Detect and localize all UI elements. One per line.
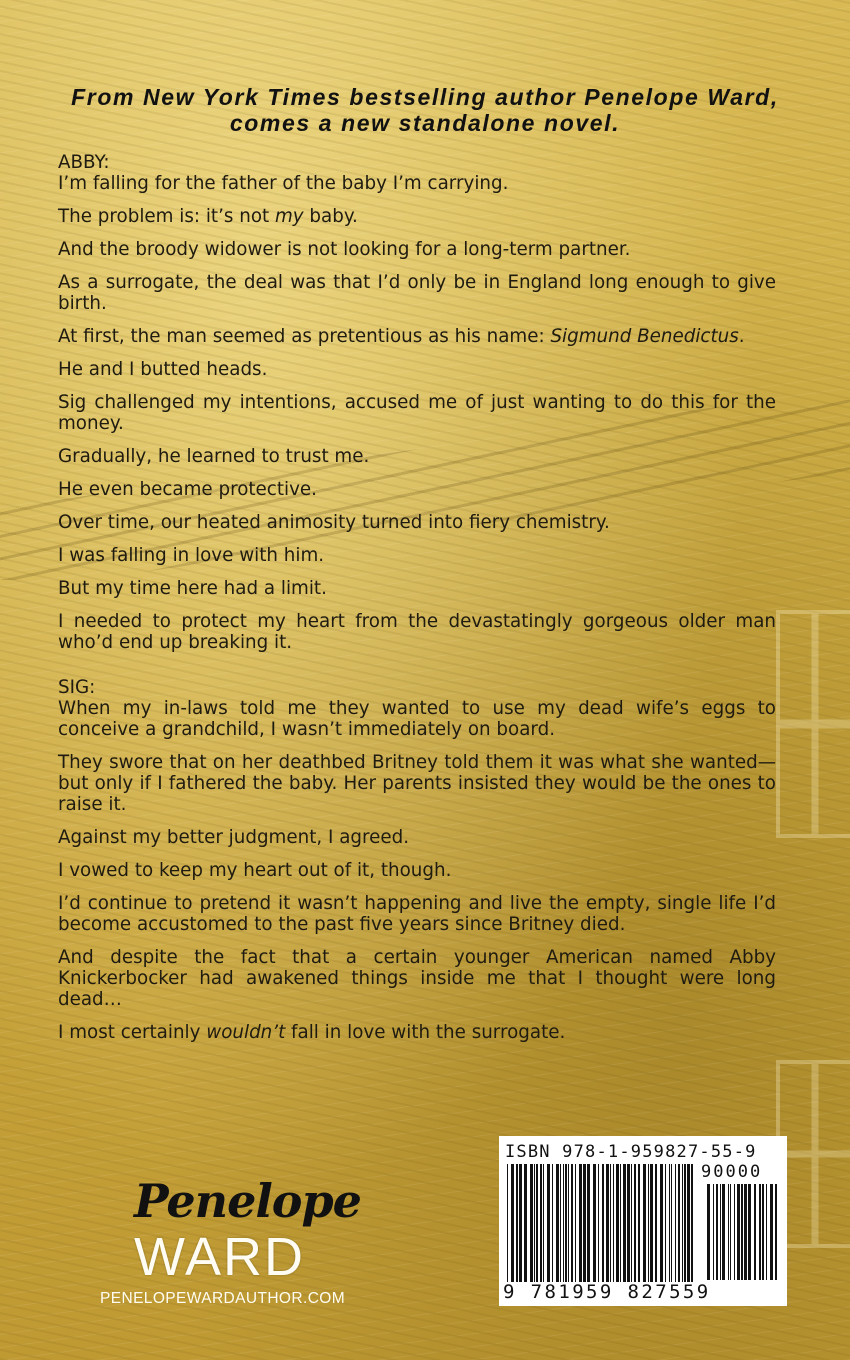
- paragraph-text: The problem is: it’s not: [58, 206, 275, 227]
- logo-word-ward: WARD: [134, 1227, 305, 1287]
- barcode-bar: [720, 1184, 721, 1280]
- sig-paragraph: [58, 893, 776, 935]
- barcode-bar: [682, 1164, 683, 1282]
- abby-paragraph: [58, 326, 776, 347]
- barcode-bar: [616, 1164, 619, 1282]
- barcode-bar: [678, 1164, 680, 1282]
- barcode-bar: [530, 1164, 533, 1282]
- paragraph-text: And the broody widower is not looking for a long-term partner.: [58, 239, 631, 260]
- barcode-bar: [613, 1164, 614, 1282]
- barcode-bar: [587, 1164, 590, 1282]
- barcode-bar: [770, 1184, 773, 1280]
- barcode-bar: [534, 1164, 535, 1282]
- paragraph-text: I was falling in love with him.: [58, 545, 325, 566]
- paragraph-text: Sig challenged my intentions, accused me of just wanting to do this for the money.: [58, 392, 776, 434]
- abby-paragraph: [58, 512, 776, 533]
- barcode-bar: [602, 1164, 604, 1282]
- abby-paragraph: [58, 239, 776, 260]
- barcode-bar: [728, 1184, 729, 1280]
- sig-paragraph: [58, 1022, 776, 1043]
- abby-paragraph: [58, 392, 776, 434]
- paragraph-text: He even became protective.: [58, 479, 317, 500]
- barcode-bar: [593, 1164, 596, 1282]
- abby-paragraph: [58, 578, 776, 599]
- barcode-bar: [560, 1164, 561, 1282]
- barcode-bar: [565, 1164, 567, 1282]
- paragraph-text: Gradually, he learned to trust me.: [58, 446, 370, 467]
- paragraph-emphasis: wouldn’t: [206, 1022, 286, 1043]
- barcode-bar: [734, 1184, 735, 1280]
- sig-paragraph: [58, 860, 776, 881]
- barcode-bar: [631, 1164, 632, 1282]
- isbn-label: ISBN 978-1-959827-55-9: [505, 1142, 757, 1162]
- barcode-bar: [691, 1164, 693, 1282]
- paragraph-text: He and I butted heads.: [58, 359, 268, 380]
- paragraph-text: But my time here had a limit.: [58, 578, 327, 599]
- barcode-bar: [766, 1184, 767, 1280]
- barcode-bar: [511, 1164, 514, 1282]
- barcode-bar: [741, 1184, 743, 1280]
- abby-paragraph: [58, 206, 776, 227]
- author-logo: [100, 1170, 375, 1310]
- barcode-main-bars: [505, 1164, 697, 1282]
- barcode-bar: [684, 1164, 686, 1282]
- barcode-bar: [516, 1164, 518, 1282]
- paragraph-text: I needed to protect my heart from the devastatingly gorgeous older man who’d end up breaking it.: [58, 611, 776, 653]
- barcode-bar: [563, 1164, 564, 1282]
- barcode-bar: [669, 1164, 670, 1282]
- sig-label: SIG:: [58, 677, 96, 698]
- abby-paragraph: [58, 479, 776, 500]
- barcode-bar: [675, 1164, 676, 1282]
- isbn-barcode-box: [499, 1136, 787, 1306]
- author-website: PENELOPEWARDAUTHOR.COM: [100, 1290, 346, 1307]
- barcode-bar: [634, 1164, 636, 1282]
- barcode-bar: [650, 1164, 653, 1282]
- barcode-bar: [571, 1164, 573, 1282]
- paragraph-text: .: [738, 326, 745, 347]
- abby-paragraph: [58, 359, 776, 380]
- paragraph-text: I vowed to keep my heart out of it, though.: [58, 860, 452, 881]
- barcode-bar: [627, 1164, 630, 1282]
- abby-label: ABBY:: [58, 152, 110, 173]
- barcode-bar: [671, 1164, 672, 1282]
- barcode-bar: [540, 1164, 542, 1282]
- background-window: [776, 610, 850, 838]
- abby-paragraph: [58, 545, 776, 566]
- author-tagline: From New York Times bestselling author Penelope Ward, comes a new standalone novel.: [71, 84, 779, 136]
- barcode-bar: [583, 1164, 586, 1282]
- logo-script-penelope: Penelope: [134, 1174, 361, 1228]
- barcode-bar: [536, 1164, 538, 1282]
- barcode-bar: [643, 1164, 646, 1282]
- barcode-bar: [556, 1164, 559, 1282]
- barcode-bar: [575, 1164, 576, 1282]
- sig-section: [58, 698, 776, 1043]
- book-blurb: [58, 152, 776, 1055]
- background-window-lower: [776, 1060, 850, 1248]
- paragraph-text: fall in love with the surrogate.: [285, 1022, 566, 1043]
- barcode-bar: [716, 1184, 718, 1280]
- barcode-bar: [598, 1164, 599, 1282]
- barcode-bar: [620, 1164, 621, 1282]
- barcode-bar: [687, 1164, 690, 1282]
- sig-paragraph: [58, 752, 776, 815]
- paragraph-text: baby.: [303, 206, 358, 227]
- barcode-bar: [655, 1164, 657, 1282]
- barcode-bar: [606, 1164, 609, 1282]
- abby-paragraph: [58, 611, 776, 653]
- barcode-bar: [722, 1184, 725, 1280]
- paragraph-emphasis: my: [274, 206, 304, 227]
- barcode-bar: [524, 1164, 527, 1282]
- barcode-bar: [519, 1164, 522, 1282]
- barcode-bar: [547, 1164, 550, 1282]
- paragraph-text: Over time, our heated animosity turned into fiery chemistry.: [58, 512, 610, 533]
- sig-paragraph: [58, 827, 776, 848]
- barcode-bar: [648, 1164, 649, 1282]
- price-code: 90000: [701, 1162, 763, 1182]
- barcode-bar: [754, 1184, 756, 1280]
- barcode-bar: [623, 1164, 626, 1282]
- barcode-bar: [713, 1184, 714, 1280]
- barcode-bar: [507, 1164, 508, 1282]
- paragraph-text: As a surrogate, the deal was that I’d only be in England long enough to give birth.: [58, 272, 776, 314]
- barcode-bar: [610, 1164, 611, 1282]
- barcode-bar: [660, 1164, 663, 1282]
- barcode-digits: 9 781959 827559: [503, 1281, 711, 1303]
- abby-paragraph: [58, 446, 776, 467]
- barcode-bar: [638, 1164, 640, 1282]
- barcode-bar: [579, 1164, 582, 1282]
- barcode-bar: [707, 1184, 710, 1280]
- barcode-bar: [730, 1184, 731, 1280]
- barcode-bar: [543, 1164, 544, 1282]
- barcode-bar: [568, 1164, 569, 1282]
- barcode-bar: [737, 1184, 740, 1280]
- sig-paragraph: [58, 698, 776, 740]
- barcode-bar: [775, 1184, 777, 1280]
- paragraph-text: When my in-laws told me they wanted to use my dead wife’s eggs to conceive a grandchild, I wasn’t immediately on board.: [58, 698, 776, 740]
- paragraph-text: At first, the man seemed as pretentious as his name:: [58, 326, 551, 347]
- barcode-bar: [665, 1164, 666, 1282]
- sig-paragraph: [58, 947, 776, 1010]
- barcode-bar: [744, 1184, 747, 1280]
- paragraph-text: And despite the fact that a certain younger American named Abby Knickerbocker had awakened things inside me that I thought were long dead…: [58, 947, 776, 1010]
- paragraph-text: I’d continue to pretend it wasn’t happening and live the empty, single life I’d become accustomed to the past five years since Britney died.: [58, 893, 776, 935]
- barcode-addon-bars: [705, 1184, 781, 1280]
- barcode-bar: [762, 1184, 764, 1280]
- barcode-bar: [552, 1164, 553, 1282]
- abby-section: [58, 173, 776, 653]
- abby-paragraph: [58, 173, 776, 194]
- paragraph-text: They swore that on her deathbed Britney told them it was what she wanted—but only if I fathered the baby. Her parents insisted they would be the ones to raise it.: [58, 752, 776, 815]
- paragraph-text: Against my better judgment, I agreed.: [58, 827, 410, 848]
- abby-paragraph: [58, 272, 776, 314]
- paragraph-text: I most certainly: [58, 1022, 207, 1043]
- paragraph-text: I’m falling for the father of the baby I’m carrying.: [58, 173, 509, 194]
- barcode-bar: [748, 1184, 751, 1280]
- barcode-bar: [759, 1184, 761, 1280]
- paragraph-emphasis: Sigmund Benedictus: [550, 326, 739, 347]
